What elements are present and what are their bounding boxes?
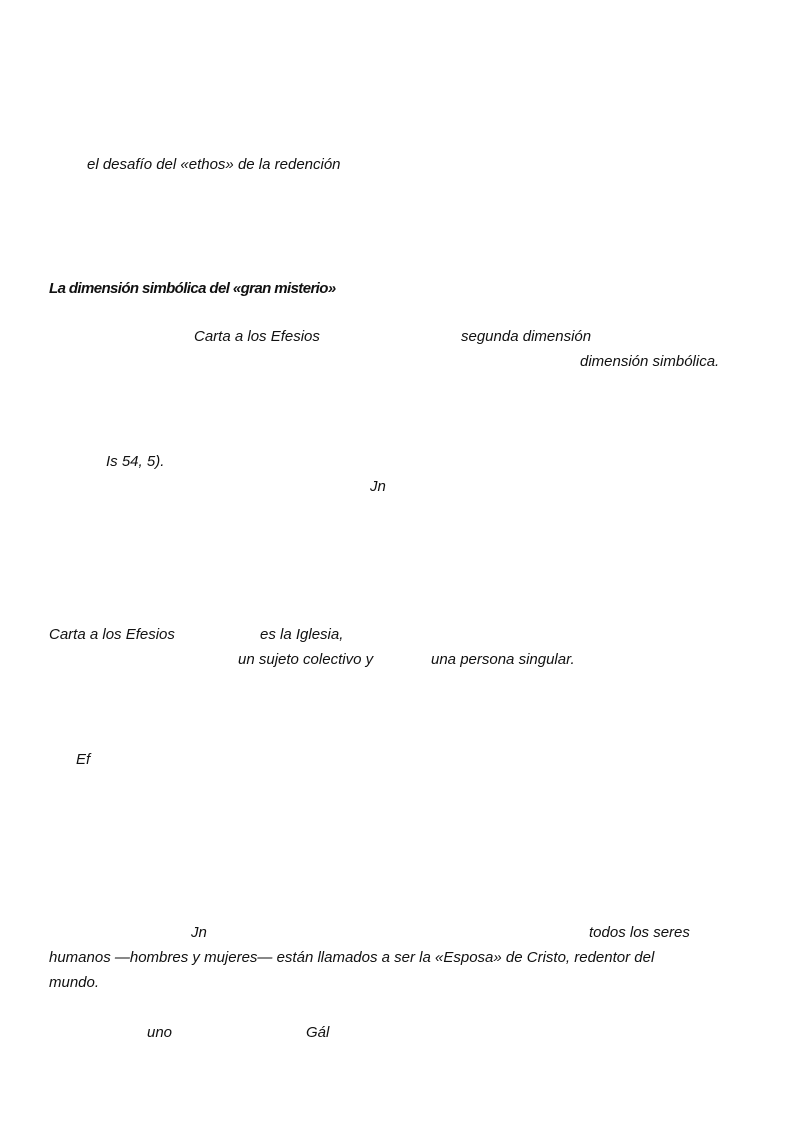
text-fragment-john-reference: Jn <box>370 478 386 495</box>
text-fragment-uno: uno <box>147 1024 173 1041</box>
text-fragment-galatians-reference: Gál <box>306 1024 330 1041</box>
text-fragment-john-reference-2: Jn <box>191 924 207 941</box>
text-fragment-carta-efesios: Carta a los Efesios <box>194 328 320 345</box>
section-heading: La dimensión simbólica del «gran misterio» <box>49 280 336 297</box>
text-fragment-sujeto-colectivo: un sujeto colectivo y <box>238 651 374 668</box>
text-fragment-persona-singular: una persona singular. <box>431 651 575 668</box>
text-fragment-mundo: mundo. <box>49 974 100 991</box>
text-fragment-ephesians-reference: Ef <box>76 751 91 768</box>
text-fragment-humanos-line: humanos —hombres y mujeres— están llamados a ser la «Esposa» de Cristo, redentor del <box>49 949 655 966</box>
text-fragment-segunda-dimension: segunda dimensión <box>461 328 592 345</box>
text-fragment-es-la-iglesia: es la Iglesia, <box>260 626 344 643</box>
section-subtitle: el desafío del «ethos» de la redención <box>87 156 341 173</box>
text-fragment-dimension-simbolica: dimensión simbólica. <box>580 353 720 370</box>
text-fragment-carta-efesios-2: Carta a los Efesios <box>49 626 175 643</box>
text-fragment-todos-los-seres: todos los seres <box>589 924 690 941</box>
text-fragment-isaiah-reference: Is 54, 5). <box>106 453 165 470</box>
